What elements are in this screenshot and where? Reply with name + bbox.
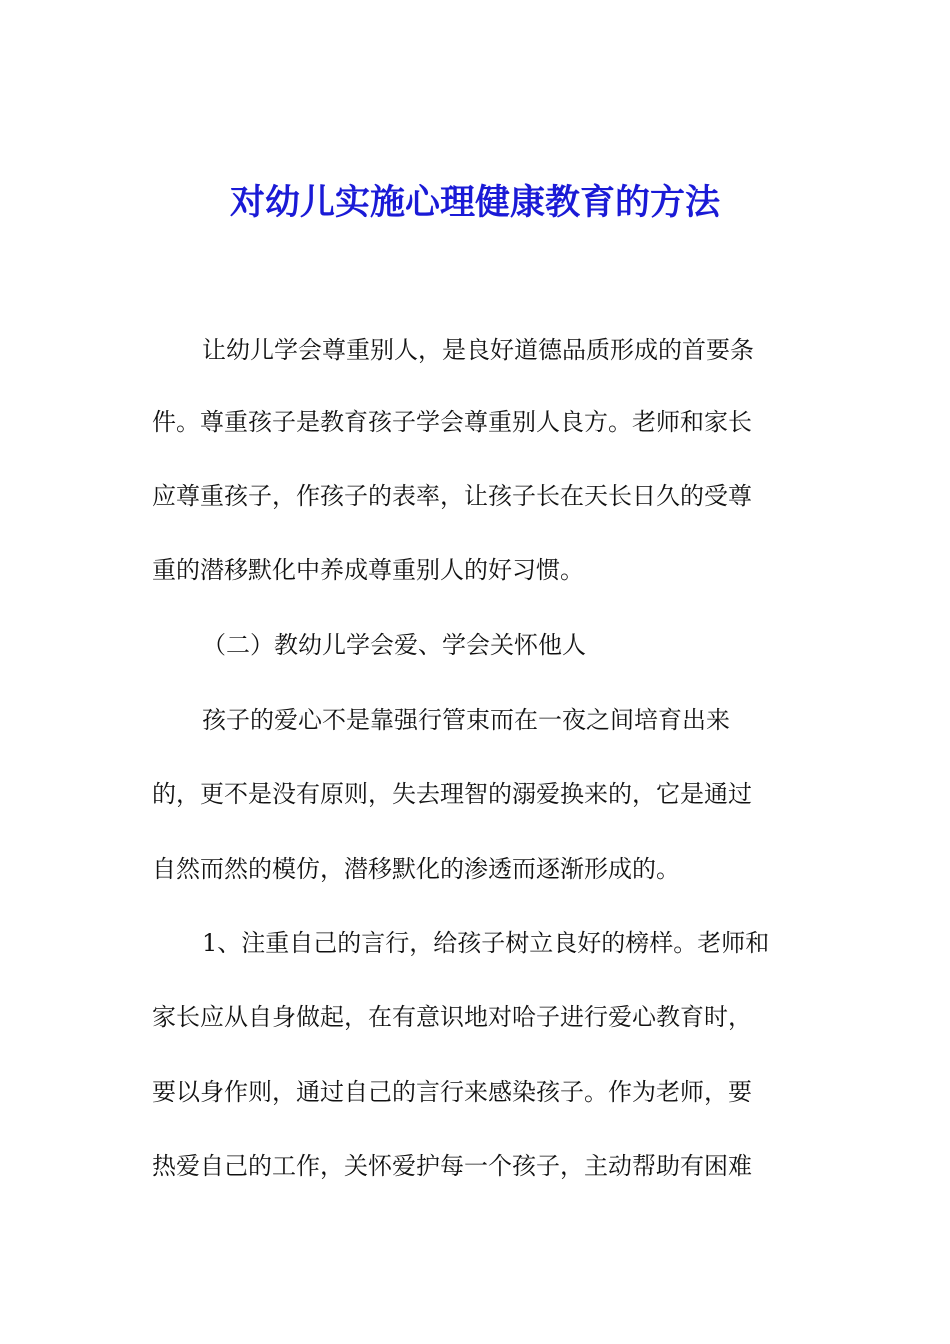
paragraph-2-line-2: 的，更不是没有原则，失去理智的溺爱换来的，它是通过 bbox=[152, 780, 752, 808]
paragraph-3-line-3: 要以身作则，通过自己的言行来感染孩子。作为老师，要 bbox=[152, 1078, 752, 1106]
paragraph-1-line-2: 件。尊重孩子是教育孩子学会尊重别人良方。老师和家长 bbox=[152, 408, 752, 436]
paragraph-2-line-3: 自然而然的模仿，潜移默化的渗透而逐渐形成的。 bbox=[152, 855, 680, 883]
paragraph-1-line-3: 应尊重孩子，作孩子的表率，让孩子长在天长日久的受尊 bbox=[152, 482, 752, 510]
paragraph-2-line-1: 孩子的爱心不是靠强行管束而在一夜之间培育出来 bbox=[202, 706, 730, 734]
paragraph-3-line-1: 1、注重自己的言行，给孩子树立良好的榜样。老师和 bbox=[202, 929, 770, 957]
paragraph-3-line-4: 热爱自己的工作，关怀爱护每一个孩子，主动帮助有困难 bbox=[152, 1152, 752, 1180]
document-title: 对幼儿实施心理健康教育的方法 bbox=[229, 182, 720, 223]
paragraph-1-line-1: 让幼儿学会尊重别人，是良好道德品质形成的首要条 bbox=[202, 336, 754, 364]
paragraph-3-line-2: 家长应从自身做起，在有意识地对哈子进行爱心教育时， bbox=[152, 1003, 752, 1031]
section-heading-2: （二）教幼儿学会爱、学会关怀他人 bbox=[202, 631, 586, 659]
paragraph-1-line-4: 重的潜移默化中养成尊重别人的好习惯。 bbox=[152, 556, 584, 584]
